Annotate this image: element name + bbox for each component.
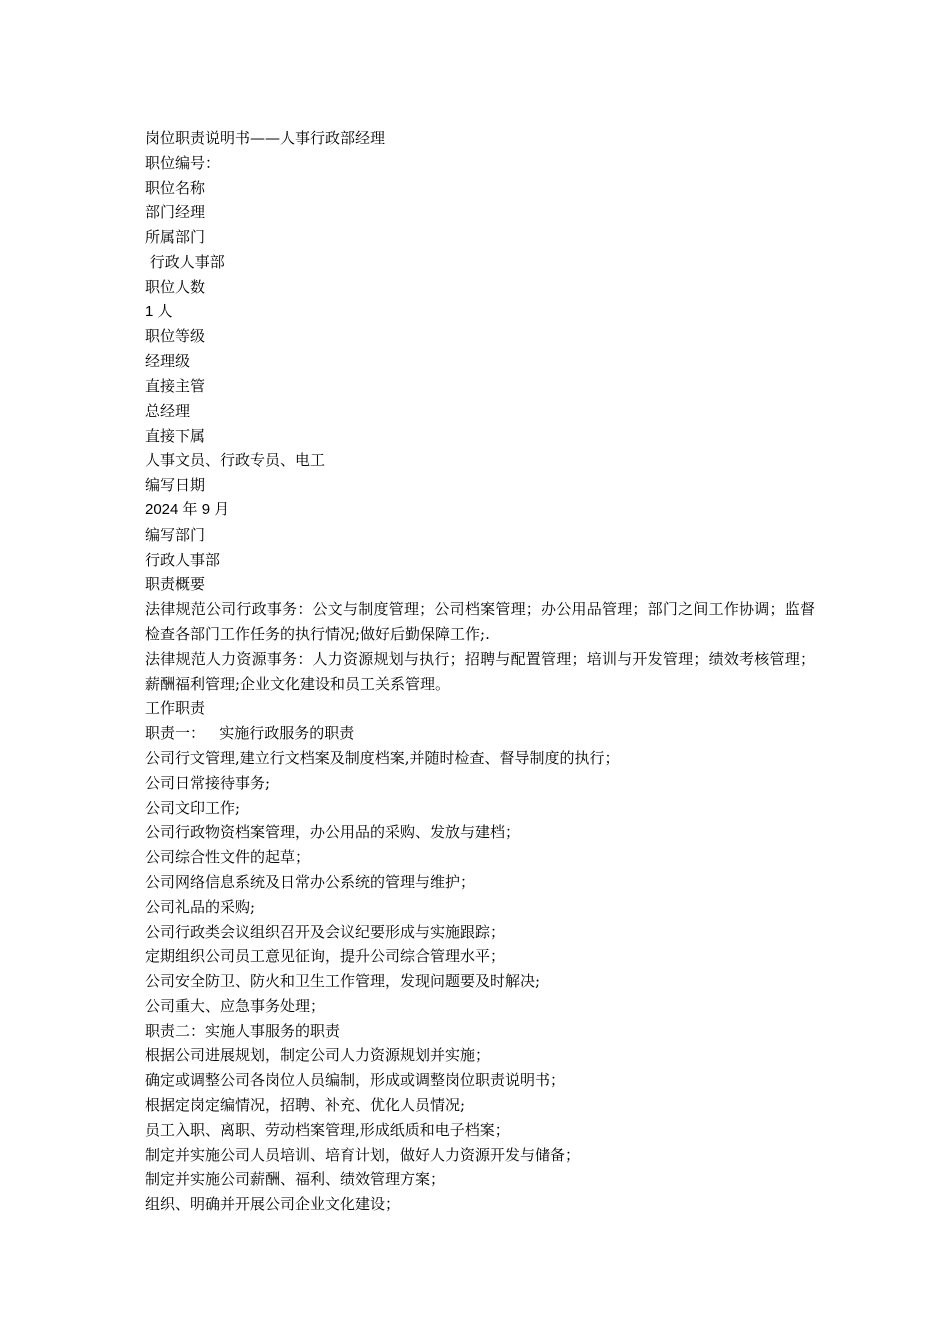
info-line: 编写部门 [145,525,206,544]
duty-item: 公司网络信息系统及日常办公系统的管理与维护； [145,872,476,891]
document-page [145,126,815,1217]
duty-item: 员工入职、离职、劳动档案管理,形成纸质和电子档案； [145,1120,510,1139]
duty-item: 公司行政物资档案管理，办公用品的采购、发放与建档； [145,823,521,842]
duty-item: 公司综合性文件的起草； [145,848,311,867]
info-line: 直接下属 [145,426,206,445]
info-line: 经理级 [145,352,191,371]
info-line: 部门经理 [145,203,206,222]
duty-item: 制定并实施公司薪酬、福利、绩效管理方案； [145,1170,446,1189]
duty-item: 公司行政类会议组织召开及会议纪要形成与实施跟踪； [145,922,506,941]
duty-item: 制定并实施公司人员培训、培育计划，做好人力资源开发与储备； [145,1145,581,1164]
duty-item: 根据公司进展规划，制定公司人力资源规划并实施； [145,1046,491,1065]
info-line: 1 人 [145,302,173,320]
duty-one-title: 职责一： 实施行政服务的职责 [145,724,355,743]
duty-item: 组织、明确并开展公司企业文化建设； [145,1195,401,1214]
duty-item: 公司安全防卫、防火和卫生工作管理，发现问题要及时解决; [145,972,541,991]
duty-item: 定期组织公司员工意见征询，提升公司综合管理水平； [145,947,506,966]
info-line: 职位人数 [145,277,206,296]
duties-heading: 工作职责 [145,699,206,718]
duty-item: 公司文印工作; [145,798,241,817]
duty-item: 根据定岗定编情况，招聘、补充、优化人员情况; [145,1096,466,1115]
duty-item: 公司礼品的采购; [145,897,256,916]
summary-paragraph: 法律规范公司行政事务：公文与制度管理；公司档案管理；办公用品管理；部门之间工作协调；监督检查各部门工作任务的执行情况;做好后勤保障工作;. [145,600,815,643]
info-line: 总经理 [145,401,191,420]
info-line: 编写日期 [145,476,206,495]
info-line: 行政人事部 [145,550,221,569]
info-line: 职位等级 [145,327,206,346]
info-line: 职位名称 [145,178,206,197]
duty-item: 确定或调整公司各岗位人员编制，形成或调整岗位职责说明书； [145,1071,566,1090]
summary-heading: 职责概要 [145,575,206,594]
info-line: 行政人事部 [145,252,225,271]
info-line: 人事文员、行政专员、电工 [145,451,326,470]
info-line: 所属部门 [145,228,206,247]
duty-item: 公司行文管理,建立行文档案及制度档案,并随时检查、督导制度的执行； [145,748,620,767]
info-line: 直接主管 [145,376,206,395]
duty-two-title: 职责二：实施人事服务的职责 [145,1021,341,1040]
info-line: 2024 年 9 月 [145,500,230,518]
duty-item: 公司重大、应急事务处理； [145,996,326,1015]
summary-paragraph: 法律规范人力资源事务：人力资源规划与执行；招聘与配置管理；培训与开发管理；绩效考核管理；薪酬福利管理;企业文化建设和员工关系管理。 [145,649,815,693]
info-line: 职位编号： [145,153,221,172]
document-title: 岗位职责说明书——人事行政部经理 [145,129,386,147]
duty-item: 公司日常接待事务; [145,773,271,792]
